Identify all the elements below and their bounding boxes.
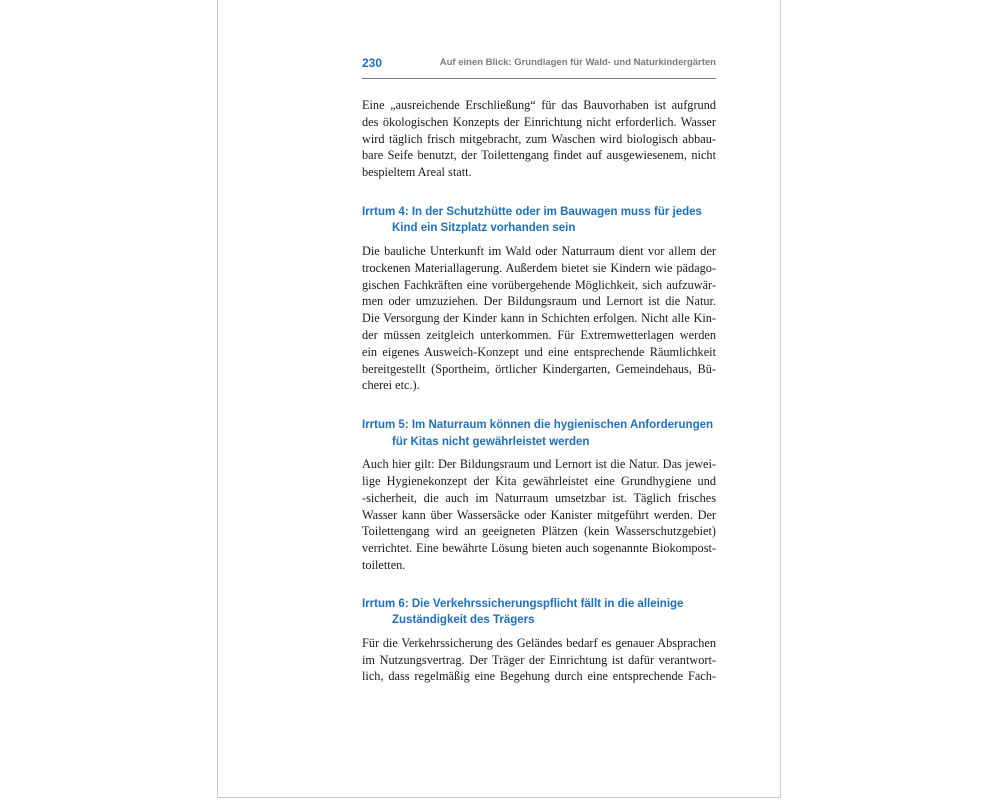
- section-paragraph-irrtum-6: [362, 635, 716, 685]
- text-line: Toilettengang wird an geeigneten Plätzen (kein Wasserschutzgebiet): [362, 524, 716, 539]
- text-line: lich, dass regelmäßig eine Begehung durch eine entsprechende Fach-: [362, 669, 716, 684]
- section-heading-irrtum-6: Irrtum 6: Die Verkehrssicherungspflicht fällt in die alleinige Zuständigkeit des Trägers: [362, 597, 684, 627]
- text-line: lige Hygienekonzept der Kita gewährleistet eine Grundhygiene und: [362, 473, 716, 488]
- text-line: Auch hier gilt: Der Bildungsraum und Lernort ist die Natur. Das jewei-: [362, 457, 716, 472]
- page-header: [362, 56, 716, 79]
- text-line: Eine „ausreichende Erschließung“ für das Bauvorhaben ist aufgrund: [362, 98, 716, 112]
- page-content: [362, 97, 716, 685]
- text-line: der müssen zeitgleich unterkommen. Für Extremwetterlagen werden: [362, 327, 716, 342]
- text-line: Für die Verkehrssicherung des Geländes bedarf es genauer Absprachen: [362, 635, 716, 650]
- running-title: Auf einen Blick: Grundlagen für Wald- und Naturkindergärten: [439, 57, 716, 68]
- text-line: verrichtet. Eine bewährte Lösung bieten auch sogenannte Biokompost-: [362, 541, 716, 556]
- section-paragraph-irrtum-4: [362, 243, 716, 394]
- section-paragraph-irrtum-5: [362, 456, 716, 574]
- text-line: Die Versorgung der Kinder kann in Schichten erfolgen. Nicht alle Kin-: [362, 311, 716, 326]
- text-line: cherei etc.).: [362, 378, 420, 393]
- text-line: des ökologischen Konzepts der Einrichtung nicht erforderlich. Wasser: [362, 114, 716, 129]
- text-line: wird täglich frisch mitgebracht, zum Waschen wird biologisch abbau-: [362, 131, 716, 146]
- text-line: men oder umzuziehen. Der Bildungsraum und Lernort ist die Natur.: [362, 294, 716, 309]
- page-number: 230: [362, 56, 383, 70]
- section-heading-irrtum-5: Irrtum 5: Im Naturraum können die hygienischen Anforderungen für Kitas nicht gewährleistet werden: [362, 419, 714, 448]
- text-line: trockenen Materiallagerung. Außerdem bietet sie Kindern wie pädago-: [362, 260, 716, 275]
- text-line: Die bauliche Unterkunft im Wald oder Naturraum dient vor allem der: [362, 243, 716, 258]
- text-line: im Nutzungsvertrag. Der Träger der Einrichtung ist dafür verantwort-: [362, 652, 716, 667]
- text-line: -sicherheit, die auch im Naturraum umsetzbar ist. Täglich frisches: [362, 490, 716, 505]
- text-line: ein eigenes Ausweich-Konzept und eine entsprechende Räumlichkeit: [362, 344, 716, 359]
- section-heading-irrtum-4: Irrtum 4: In der Schutzhütte oder im Bauwagen muss für jedes Kind ein Sitzplatz vorhanden sein: [362, 205, 702, 235]
- text-line: Wasser kann über Wassersäcke oder Kanister mitgeführt werden. Der: [362, 507, 716, 522]
- text-line: toiletten.: [362, 557, 406, 572]
- text-line: gischen Fachkräften eine vorübergehende Möglichkeit, sich aufzuwär-: [362, 277, 716, 292]
- text-line: bespieltem Areal statt.: [362, 165, 472, 180]
- text-line: bare Seife benutzt, der Toilettengang findet auf ausgewiesenem, nicht: [362, 148, 716, 163]
- intro-paragraph: [362, 97, 716, 181]
- book-page: [217, 0, 781, 798]
- text-line: bereitgestellt (Sportheim, örtlicher Kindergarten, Gemeindehaus, Bü-: [362, 361, 716, 376]
